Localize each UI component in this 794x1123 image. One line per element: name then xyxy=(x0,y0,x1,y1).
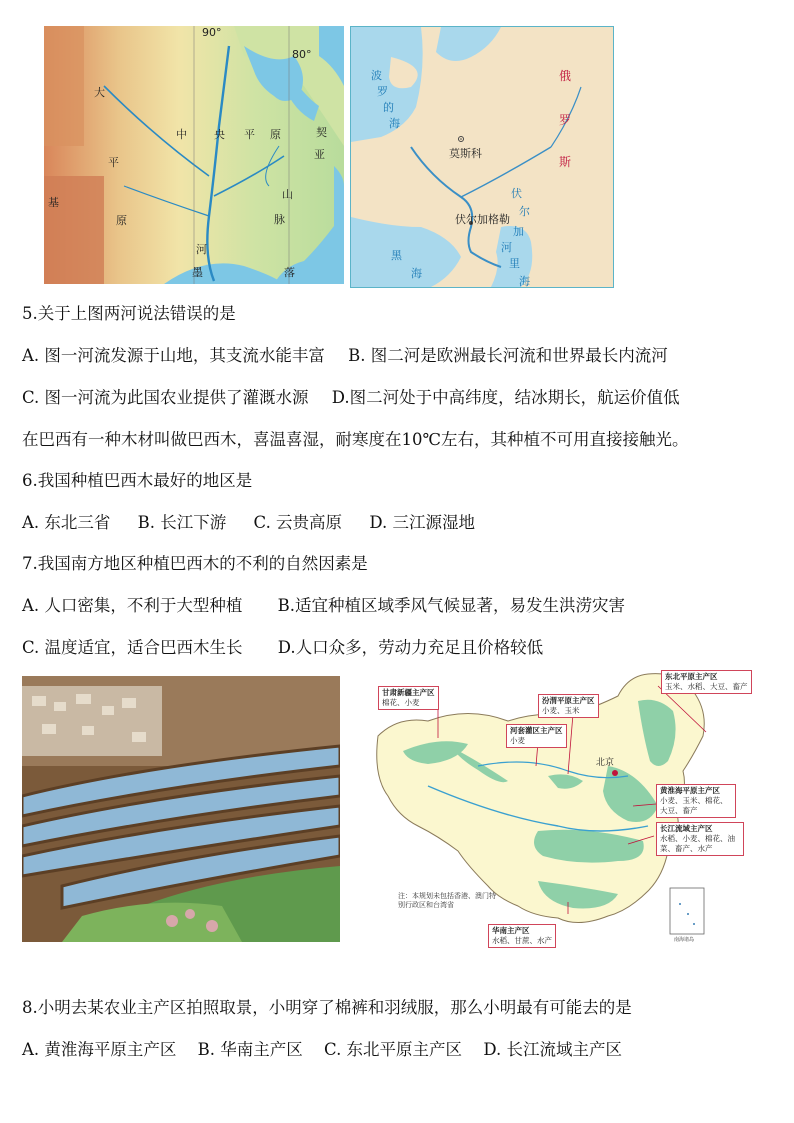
russia-label: 俄 xyxy=(559,69,572,83)
q8-option-d[interactable]: D. 长江流域主产区 xyxy=(483,1040,622,1059)
q6-option-a[interactable]: A. 东北三省 xyxy=(22,513,111,532)
region-box-gansu-xinjiang xyxy=(378,686,439,710)
region-items: 小麦 xyxy=(510,736,525,745)
map1-label: 央 xyxy=(214,128,225,141)
map1-label: 中 xyxy=(176,128,187,141)
region-items: 水稻、小麦、棉花、油菜、畜产、水产 xyxy=(660,834,735,853)
passage-text: 在巴西有一种木材叫做巴西木，喜温喜湿，耐寒度在10℃左右，其种植不可用直接接触光。 xyxy=(22,430,689,449)
region-items: 小麦、玉米、棉花、大豆、畜产 xyxy=(660,796,728,815)
black-sea-label: 海 xyxy=(411,267,422,280)
caspian-label: 里 xyxy=(509,257,520,270)
region-box-huanghuaihai xyxy=(656,784,736,818)
china-agri-map xyxy=(358,666,770,954)
map1-label: 平 xyxy=(244,128,255,141)
volga-map xyxy=(350,26,614,288)
moscow-label: 莫斯科 xyxy=(449,147,482,160)
q7-option-a[interactable]: A. 人口密集，不利于大型种植 xyxy=(22,596,243,615)
q6-options xyxy=(22,512,475,534)
region-items: 棉花、小麦 xyxy=(382,698,420,707)
volga-label: 伏 xyxy=(511,187,522,200)
volga-label: 加 xyxy=(513,225,524,238)
region-items: 小麦、玉米 xyxy=(542,706,580,715)
region-title: 华南主产区 xyxy=(492,926,530,935)
terrace-photo xyxy=(22,676,340,942)
q5-options-row2 xyxy=(22,387,680,409)
beijing-label: 北京 xyxy=(596,758,615,768)
region-box-hetao xyxy=(506,724,567,748)
region-title: 东北平原主产区 xyxy=(665,672,718,681)
q6-option-b[interactable]: B. 长江下游 xyxy=(137,513,227,532)
south-sea-islands-label: 南海诸岛 xyxy=(674,937,695,943)
map1-label: 契 xyxy=(316,126,327,139)
volga-label: 河 xyxy=(501,241,512,254)
caspian-label: 海 xyxy=(519,275,530,288)
map1-label: 脉 xyxy=(274,213,285,226)
q5-option-b[interactable]: B. 图二河是欧洲最长河流和世界最长内流河 xyxy=(348,346,668,365)
map1-label: 亚 xyxy=(314,148,325,161)
map1-label: 基 xyxy=(48,196,59,209)
map-note: 注：本规划未包括香港、澳门特别行政区和台湾省 xyxy=(398,892,496,909)
region-box-yangtze xyxy=(656,822,744,856)
q5-option-c[interactable]: C. 图一河流为此国农业提供了灌溉水源 xyxy=(22,388,309,407)
q5-stem: 5.关于上图两河说法错误的是 xyxy=(22,304,236,323)
q5-option-a[interactable]: A. 图一河流发源于山地，其支流水能丰富 xyxy=(22,346,325,365)
region-title: 甘肃新疆主产区 xyxy=(382,688,435,697)
q8-option-c[interactable]: C. 东北平原主产区 xyxy=(324,1040,463,1059)
q6-option-c[interactable]: C. 云贵高原 xyxy=(253,513,343,532)
lon-90-label: 90° xyxy=(202,26,222,39)
volgograd-label: 伏尔加格勒 xyxy=(455,213,510,226)
volga-label: 尔 xyxy=(519,205,530,218)
q7-options-row2 xyxy=(22,637,543,659)
mississippi-map-graphic xyxy=(44,26,344,284)
baltic-label: 罗 xyxy=(377,85,388,98)
q8-stem: 8.小明去某农业主产区拍照取景，小明穿了棉裤和羽绒服，那么小明最有可能去的是 xyxy=(22,998,632,1017)
region-title: 汾渭平原主产区 xyxy=(542,696,595,705)
region-title: 黄淮海平原主产区 xyxy=(660,786,720,795)
q7-option-c[interactable]: C. 温度适宜，适合巴西木生长 xyxy=(22,638,243,657)
q7-stem: 7.我国南方地区种植巴西木的不利的自然因素是 xyxy=(22,554,368,573)
q7-option-d[interactable]: D.人口众多，劳动力充足且价格较低 xyxy=(277,638,544,657)
region-title: 长江流域主产区 xyxy=(660,824,713,833)
q8-options xyxy=(22,1039,622,1061)
map1-label: 山 xyxy=(282,188,293,201)
russia-label: 斯 xyxy=(559,155,572,169)
lon-80-label: 80° xyxy=(292,48,312,61)
q6-stem: 6.我国种植巴西木最好的地区是 xyxy=(22,471,253,490)
region-box-northeast xyxy=(661,670,752,694)
q5-option-d[interactable]: D.图二河处于中高纬度，结冰期长，航运价值低 xyxy=(331,388,680,407)
q8-option-a[interactable]: A. 黄淮海平原主产区 xyxy=(22,1040,177,1059)
map1-label: 平 xyxy=(108,156,119,169)
map1-label: 原 xyxy=(270,128,281,141)
black-sea-label: 黑 xyxy=(391,249,402,262)
mississippi-map xyxy=(44,26,344,284)
map1-label: 河 xyxy=(196,243,207,256)
region-items: 水稻、甘蔗、水产 xyxy=(492,936,552,945)
q5-options-row1 xyxy=(22,345,668,367)
region-items: 玉米、水稻、大豆、畜产 xyxy=(665,682,748,691)
baltic-label: 波 xyxy=(371,69,382,82)
baltic-label: 海 xyxy=(389,117,400,130)
q8-option-b[interactable]: B. 华南主产区 xyxy=(197,1040,303,1059)
russia-label: 罗 xyxy=(559,113,572,127)
baltic-label: 的 xyxy=(383,101,394,114)
region-box-fenwei xyxy=(538,694,599,718)
map1-label: 大 xyxy=(94,86,105,99)
map1-label: 落 xyxy=(284,266,295,279)
map1-label: 原 xyxy=(116,214,127,227)
region-title: 河套灌区主产区 xyxy=(510,726,563,735)
q7-options-row1 xyxy=(22,595,625,617)
region-box-south-china xyxy=(488,924,556,948)
terrace-photo-graphic xyxy=(22,676,340,942)
map1-label: 墨 xyxy=(192,266,203,279)
q6-option-d[interactable]: D. 三江源湿地 xyxy=(369,513,475,532)
q7-option-b[interactable]: B.适宜种植区域季风气候显著，易发生洪涝灾害 xyxy=(277,596,626,615)
